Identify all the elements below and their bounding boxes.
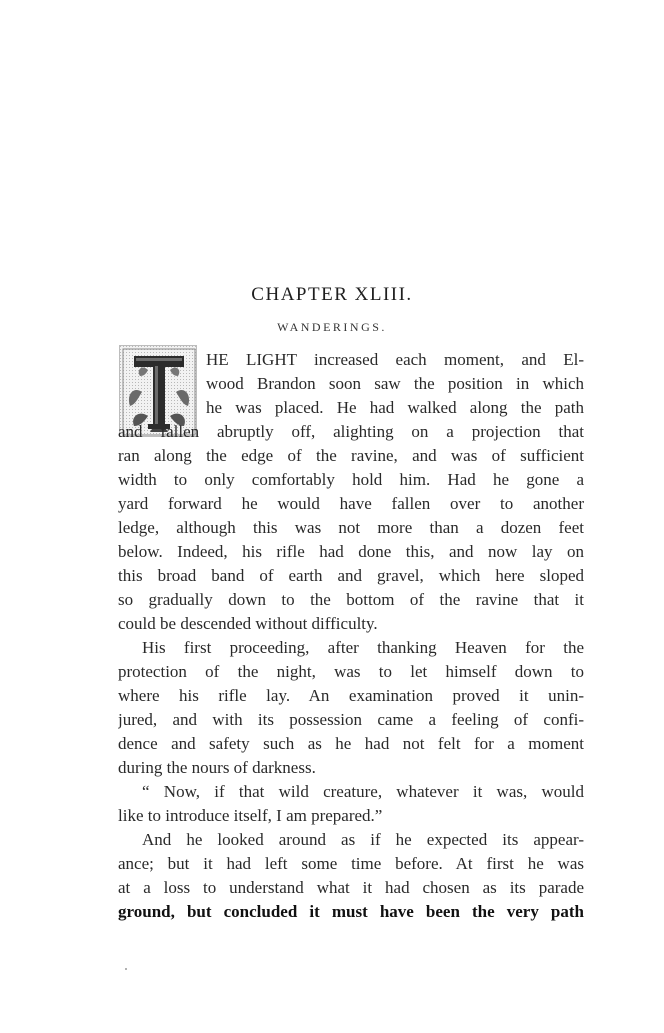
text-line: width to only comfortably hold him. Had he gone a bbox=[118, 470, 584, 489]
chapter-subtitle: WANDERINGS. bbox=[277, 320, 387, 334]
chapter-title: CHAPTER XLIII. bbox=[251, 284, 413, 305]
text-line: ance; but it had left some time before. At first he was bbox=[118, 854, 584, 873]
text-line: ground, but concluded it must have been the very path bbox=[118, 902, 584, 921]
text-line: “ Now, if that wild creature, whatever it was, would bbox=[142, 782, 584, 801]
text-line: HE LIGHT increased each moment, and El- bbox=[206, 350, 584, 369]
text-line: he was placed. He had walked along the path bbox=[206, 398, 584, 417]
text-line: ledge, although this was not more than a dozen feet bbox=[118, 518, 584, 537]
text-line: yard forward he would have fallen over to another bbox=[118, 494, 584, 513]
text-line: jured, and with its possession came a feeling of confi- bbox=[118, 710, 584, 729]
text-line: dence and safety such as he had not felt for a moment bbox=[118, 734, 584, 753]
text-line: could be descended without difficulty. bbox=[118, 614, 378, 633]
text-line: at a loss to understand what it had chosen as its parade bbox=[118, 878, 584, 897]
text-line: protection of the night, was to let himself down to bbox=[118, 662, 584, 681]
text-line: like to introduce itself, I am prepared.” bbox=[118, 806, 383, 825]
paper-speck bbox=[125, 968, 127, 970]
text-line: so gradually down to the bottom of the ravine that it bbox=[118, 590, 584, 609]
text-line: this broad band of earth and gravel, which here sloped bbox=[118, 566, 584, 585]
text-line: And he looked around as if he expected its appear- bbox=[142, 830, 584, 849]
text-line: during the nours of darkness. bbox=[118, 758, 316, 777]
text-line: wood Brandon soon saw the position in which bbox=[206, 374, 584, 393]
text-line: His first proceeding, after thanking Heaven for the bbox=[142, 638, 584, 657]
text-line: below. Indeed, his rifle had done this, and now lay on bbox=[118, 542, 584, 561]
text-line: where his rifle lay. An examination proved it unin- bbox=[118, 686, 584, 705]
text-line: ran along the edge of the ravine, and was of sufficient bbox=[118, 446, 584, 465]
text-line: and fallen abruptly off, alighting on a projection that bbox=[118, 422, 584, 441]
